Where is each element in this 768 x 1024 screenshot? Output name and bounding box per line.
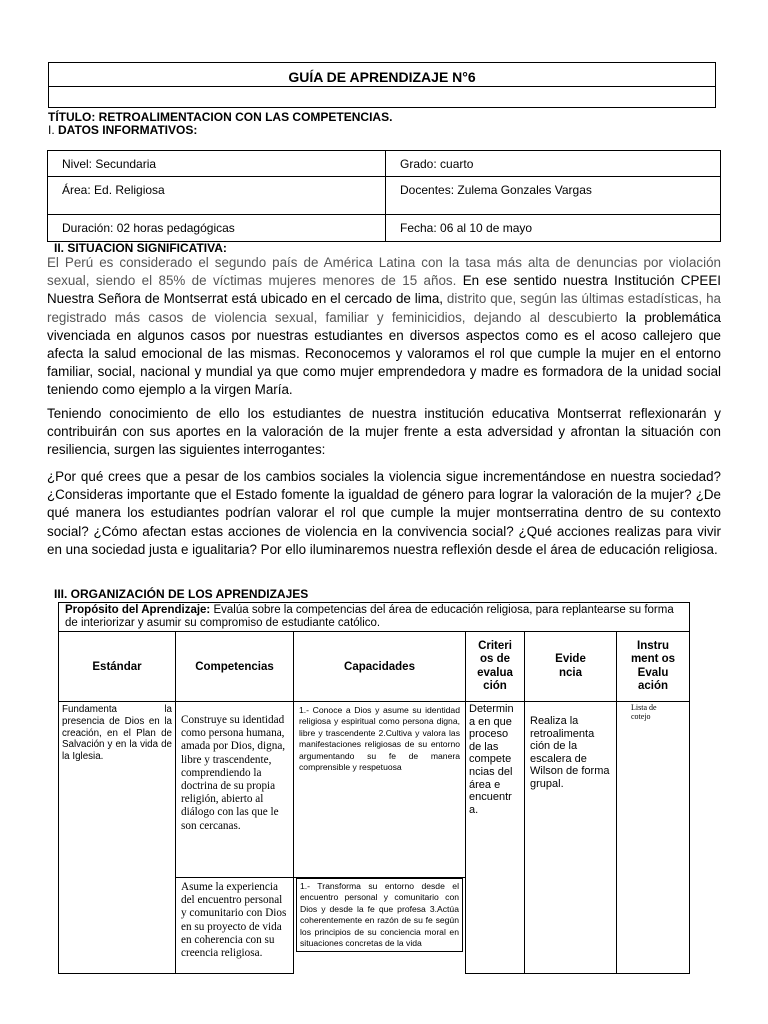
learning-organization-table <box>58 602 690 974</box>
section-1-label: DATOS INFORMATIVOS: <box>58 123 198 137</box>
paragraph-1-problem: la problemática vivenciada en algunos casos por nuestras estudiantes en diversos aspectos como es el acoso callejero que afecta la salud emocional de las mismas. Reconocemos y valoramos el rol que cumple la mujer en el entorno familiar, social, nacional y mundial ya que como mujer emprendedora y madre es formadora de la unidad social teniendo como ejemplo a la virgen María. <box>47 309 721 398</box>
info-grado: Grado: cuarto <box>386 151 721 177</box>
guide-title-box <box>48 62 716 108</box>
header-evidencia: Evide ncia <box>525 632 617 702</box>
capacidad-1: 1.- Conoce a Dios y asume su identidad religiosa y espiritual como persona digna, libre y trascendente 2.Cultiva y valora las manifestaciones religiosas de su entorno argumentando su fe de manera comprensible y respetuosa <box>294 702 466 878</box>
info-docentes: Docentes: Zulema Gonzales Vargas <box>386 177 721 215</box>
paragraph-context: Teniendo conocimiento de ello los estudiantes de nuestra institución educativa Montserrat reflexionarán y contribuirán con sus aportes en la valoración de la mujer frente a esta adversidad y afrontan la situación con resiliencia, surgen las siguientes interrogantes: <box>47 406 721 458</box>
purpose-label: Propósito del Aprendizaje: <box>65 604 211 616</box>
paragraph-1-institution: En ese sentido nuestra Institución CPEEI Nuestra Señora de Montserrat está ubicado en el cercado de lima, <box>47 273 721 307</box>
instrumento-cell <box>617 702 690 974</box>
lesson-title: TÍTULO: RETROALIMENTACION CON LAS COMPETENCIAS. <box>48 110 393 124</box>
purpose-text: Evalúa sobre la competencias del área de educación religiosa, para replantearse su forma de interiorizar y asumir su compromiso de estudiante católico. <box>65 604 674 629</box>
section-3-heading: III. ORGANIZACIÓN DE LOS APRENDIZAJES <box>54 587 309 601</box>
purpose-cell <box>59 603 690 632</box>
header-criterios: Criteri os de evalua ción <box>466 632 525 702</box>
instrumento-text: Lista de cotejo <box>631 703 657 722</box>
info-table <box>47 150 721 242</box>
header-estandar: Estándar <box>59 632 176 702</box>
header-instrumentos: Instru ment os Evalu ación <box>617 632 690 702</box>
criterio-cell: Determin a en que proceso de las compete ncias del área e encuentr a. <box>466 702 525 974</box>
section-2-heading: II. SITUACION SIGNIFICATIVA: <box>54 241 227 255</box>
paragraph-1-stat: El Perú es considerado el segundo país de América Latina con la tasa más alta de denuncias por violación sexual, siendo el 85% de víctimas mujeres menores de 15 años. <box>47 255 721 289</box>
info-fecha: Fecha: 06 al 10 de mayo <box>386 215 721 242</box>
estandar-cell: Fundamenta la presencia de Dios en la creación, en el Plan de Salvación y en la vida de la Iglesia. <box>59 702 176 974</box>
header-capacidades: Capacidades <box>294 632 466 702</box>
capacidad-2-wrap <box>294 878 466 974</box>
info-duracion: Duración: 02 horas pedagógicas <box>48 215 386 242</box>
evidencia-cell: Realiza la retroalimenta ción de la escalera de Wilson de forma grupal. <box>525 702 617 974</box>
header-competencias: Competencias <box>176 632 294 702</box>
info-nivel: Nivel: Secundaria <box>48 151 386 177</box>
competencia-1: Construye su identidad como persona humana, amada por Dios, digna, libre y trascendente, comprendiendo la doctrina de su propia religión, abierto al diálogo con las que le son cercanas. <box>176 702 294 878</box>
competencia-2: Asume la experiencia del encuentro personal y comunitario con Dios en su proyecto de vida en coherencia con su creencia religiosa. <box>176 878 294 974</box>
guide-title: GUÍA DE APRENDIZAJE N°6 <box>288 69 476 85</box>
capacidad-2: 1.- Transforma su entorno desde el encuentro personal y comunitario con Dios y desde la fe que profesa 3.Actúa coherentemente en razón de su fe según los principios de su conciencia moral en situaciones concretas de la vida <box>296 878 463 952</box>
title-underline <box>49 86 715 87</box>
section-1-heading <box>48 123 197 137</box>
paragraph-situation <box>47 254 721 400</box>
paragraph-questions: ¿Por qué crees que a pesar de los cambios sociales la violencia sigue incrementándose en nuestra sociedad? ¿Consideras importante que el Estado fomente la igualdad de género para lograr la valoración de la mujer? ¿De qué manera los estudiantes podrían valorar el rol que cumple la mujer montserratina dentro de su contexto social? ¿Cómo afectan estas acciones de violencia en la convivencia social? ¿Qué acciones realizas para vivir en una sociedad justa e igualitaria? Por ello iluminaremos nuestra reflexión desde el área de educación religiosa. <box>47 469 721 557</box>
section-1-number: I. <box>48 123 59 137</box>
info-area: Área: Ed. Religiosa <box>48 177 386 215</box>
paragraph-1-district: distrito que, según las últimas estadísticas, ha registrado más casos de violencia sexual, familiar y feminicidios, dejando al descubierto <box>47 291 721 325</box>
